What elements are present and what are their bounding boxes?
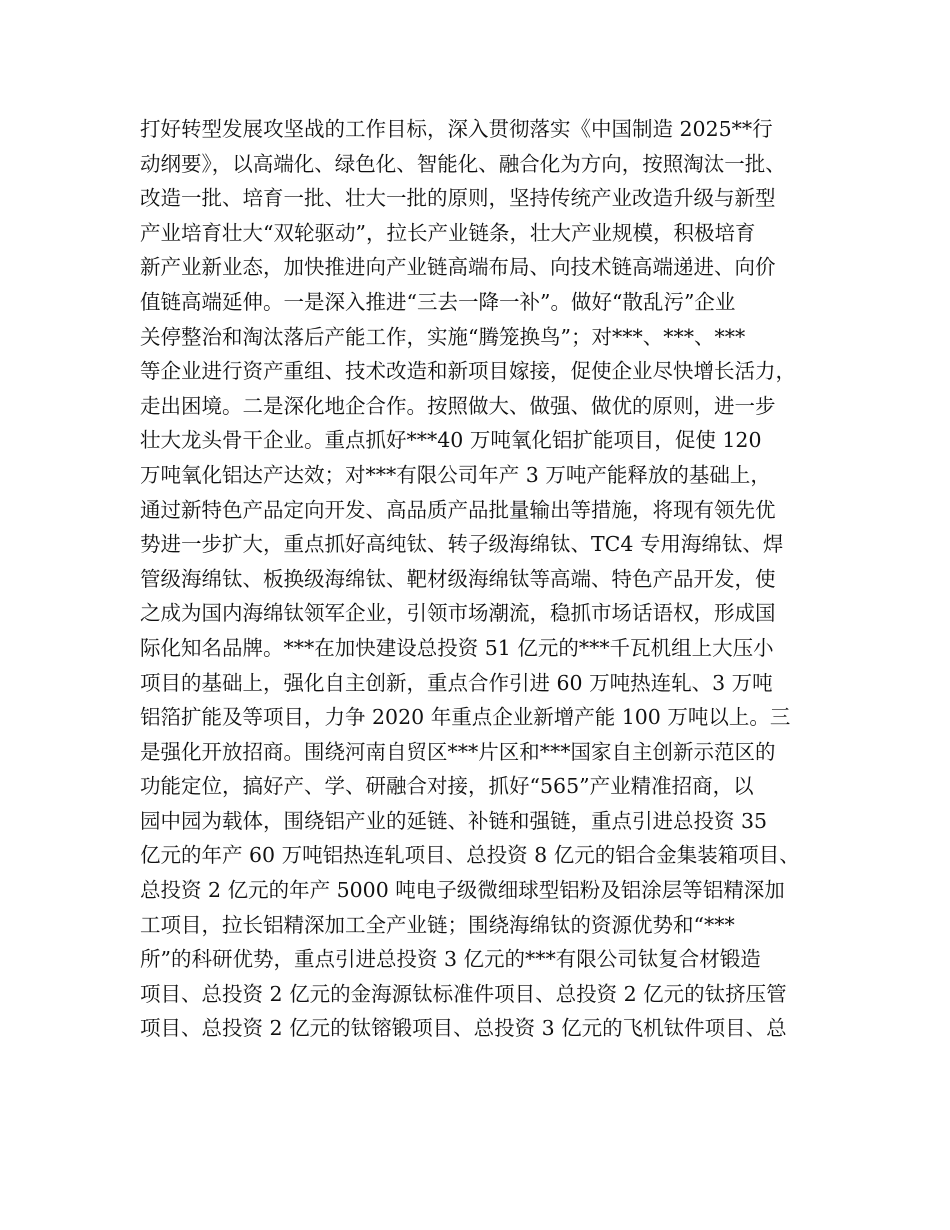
body-text <box>140 112 820 1046</box>
text-line: 动纲要》，以高端化、绿色化、智能化、融合化为方向，按照淘汰一批、 <box>140 151 786 176</box>
text-line: 产业培育壮大“双轮驱动”，拉长产业链条，壮大产业规模，积极培育 <box>140 220 756 245</box>
text-line: 项目、总投资 2 亿元的钛镕锻项目、总投资 3 亿元的飞机钛件项目、总 <box>140 1016 787 1041</box>
text-line: 万吨氧化铝达产达效；对***有限公司年产 3 万吨产能释放的基础上， <box>140 462 771 487</box>
text-line: 新产业新业态，加快推进向产业链高端布局、向技术链高端递进、向价 <box>140 255 776 280</box>
text-line: 亿元的年产 60 万吨铝热连轧项目、总投资 8 亿元的铝合金集装箱项目、 <box>140 843 800 868</box>
text-line: 打好转型发展攻坚战的工作目标，深入贯彻落实《中国制造 2025**行 <box>140 117 773 141</box>
text-line: 壮大龙头骨干企业。重点抓好***40 万吨氧化铝扩能项目，促使 120 <box>140 428 762 453</box>
text-line: 势进一步扩大，重点抓好高纯钛、转子级海绵钛、TC4 专用海绵钛、焊 <box>140 532 784 557</box>
text-line: 工项目，拉长铝精深加工全产业链；围绕海绵钛的资源优势和“*** <box>140 912 735 937</box>
text-line: 等企业进行资产重组、技术改造和新项目嫁接，促使企业尽快增长活力， <box>140 359 796 384</box>
text-line: 管级海绵钛、板换级海绵钛、靶材级海绵钛等高端、特色产品开发，使 <box>140 566 776 591</box>
text-line: 值链高端延伸。一是深入推进“三去一降一补”。做好“散乱污”企业 <box>140 289 736 314</box>
text-line: 功能定位，搞好产、学、研融合对接，抓好“565”产业精准招商，以 <box>140 774 754 799</box>
text-line: 园中园为载体，围绕铝产业的延链、补链和强链，重点引进总投资 35 <box>140 808 768 833</box>
text-line: 所”的科研优势，重点引进总投资 3 亿元的***有限公司钛复合材锻造 <box>140 947 761 972</box>
text-line: 通过新特色产品定向开发、高品质产品批量输出等措施，将现有领先优 <box>140 497 776 522</box>
text-line: 关停整治和淘汰落后产能工作，实施“腾笼换鸟”；对***、***、*** <box>140 324 746 349</box>
text-line: 项目、总投资 2 亿元的金海源钛标准件项目、总投资 2 亿元的钛挤压管 <box>140 981 787 1006</box>
text-line: 改造一批、培育一批、壮大一批的原则，坚持传统产业改造升级与新型 <box>140 186 776 211</box>
text-line: 际化知名品牌。***在加快建设总投资 51 亿元的***千瓦机组上大压小 <box>140 635 774 660</box>
text-line: 总投资 2 亿元的年产 5000 吨电子级微细球型铝粉及铝涂层等铝精深加 <box>140 878 785 903</box>
text-line: 是强化开放招商。围绕河南自贸区***片区和***国家自主创新示范区的 <box>140 739 776 764</box>
text-line: 走出困境。二是深化地企合作。按照做大、做强、做优的原则，进一步 <box>140 393 776 418</box>
text-line: 项目的基础上，强化自主创新，重点合作引进 60 万吨热连轧、3 万吨 <box>140 670 773 695</box>
text-line: 铝箔扩能及等项目，力争 2020 年重点企业新增产能 100 万吨以上。三 <box>140 705 791 730</box>
text-line: 之成为国内海绵钛领军企业，引领市场潮流，稳抓市场话语权，形成国 <box>140 601 776 626</box>
